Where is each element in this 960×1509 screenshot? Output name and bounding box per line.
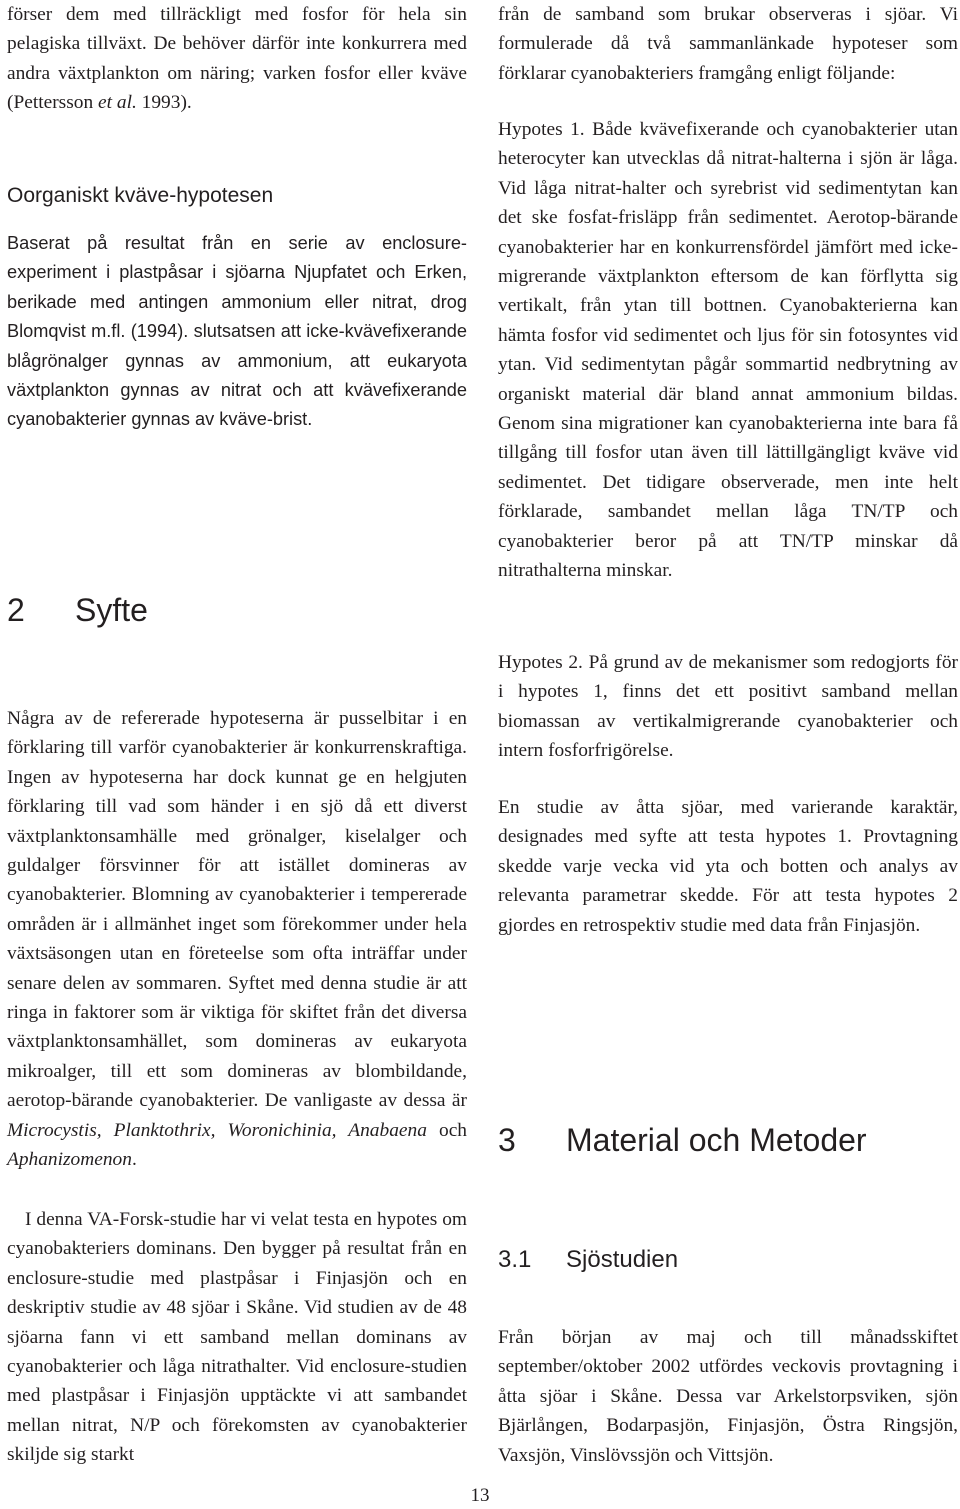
paragraph-sjostudien: Från början av maj och till månadsskiftet september/oktober 2002 utfördes veckovis provtagning i åtta sjöar i Skåne. Dessa var Arkelstorpsviken, sjön Bjärlången, Bodarpasjön, Finjasjön, Östra Ringsjön, Vaxsjön, Vinslövssjön och Vittsjön.: [498, 1327, 958, 1466]
subsection-number: 3.1: [498, 1246, 532, 1273]
paragraph-text-end: .: [131, 1149, 137, 1171]
hypothesis-2-label: Hypotes 2.: [498, 652, 583, 673]
paragraph-text: Några av de refererade hypoteserna är pusselbitar i en förklaring till varför cyanobakterier är konkurrenskraftiga. Ingen av hypoteserna har dock kunnat ge en helgjuten förklaring till vad som händer i en sjö då ett diverst växtplanktonsamhälle med grönalger, kiselalger och guldalger försvinner för att istället domineras av cyanobakterier. Blomning av cyanobakterier i tempererade områden är i allmänhet inget som förekommer under hela växtsäsongen utan en företeelse som ofta inträffar under senare delen av sommaren. Syftet med denna studie är att ringa in faktorer som är viktiga för skiftet från det diversa växtplanktonsamhället, som domineras av eukaryota mikroalger, till ett som domineras av blombildande, aerotop-bärande cyanobakterier. De vanligaste av dessa är: [7, 708, 467, 1112]
subsection-heading-organic-nitrogen: Oorganiskt kväve-hypotesen: [7, 184, 274, 207]
subsection-heading-sjostudien: [498, 1244, 958, 1276]
page-number: 13: [470, 1485, 490, 1506]
paragraph-text-mid: och: [426, 1119, 467, 1141]
italic-genus: Aphanizomenon: [7, 1149, 132, 1171]
paragraph-text-end: 1993).: [136, 92, 192, 114]
section-number: 3: [498, 1122, 516, 1158]
section-title: Material och Metoder: [566, 1122, 867, 1158]
section-title: Syfte: [75, 592, 148, 628]
hypothesis-1-label: Hypotes 1.: [498, 119, 585, 140]
italic-genera: Microcystis, Planktothrix, Woronichinia, Anabaena: [7, 1119, 427, 1141]
paragraph-syfte: [7, 704, 467, 1175]
paragraph-text: förser dem med tillräckligt med fosfor för hela sin pelagiska tillväxt. De behöver därför inte konkurrera med andra växtplankton om näring; varken fosfor eller kväve (Pettersson: [7, 4, 467, 114]
paragraph-va-forsk: I denna VA-Forsk-studie har vi velat testa en hypotes om cyanobakteriers dominans. Den bygger på resultat från en enclosure-studie med plastpåsar i Finjasjön och en deskriptiv studie av 48 sjöar i Skåne. Vid studien av de 48 sjöarna fann vi ett samband mellan dominans av cyanobakterier och låga nitrathalter. Vid enclosure-studien med plastpåsar i Finjasjön upptäckte vi att sambandet mellan nitrat, N/P och förekomsten av cyanobakterier skiljde sig starkt: [7, 1209, 467, 1466]
paragraph-organic-nitrogen: Baserat på resultat från en serie av enclosure-experiment i plastpåsar i sjöarna Njupfatet och Erken, berikade med antingen ammonium eller nitrat, drog Blomqvist m.fl. (1994). slutsatsen att icke-kvävefixerande blågrönalger gynnas av ammonium, att eukaryota växtplankton gynnas av nitrat och att kvävefixerande cyanobakterier gynnas av kväve-brist.: [7, 233, 467, 430]
hypothesis-1-text: Både kvävefixerande och cyanobakterier utan heterocyter kan utvecklas då nitrat-halterna i sjön är låga. Vid låga nitrat-halter och syrebrist vid sedimentytan kan det ske fosfat-frisläpp från sedimentet. Aerotop-bärande cyanobakterier har en konkurrensfördel jämfört med icke-migrerande växtplankton eftersom de kan förflytta sig vertikalt, från ytan till bottnen. Cyanobakterierna kan hämta fosfor vid sedimentet och ljus för sin fotosyntes vid ytan. Vid sedimentytan pågår sommartid nedbrytning av organiskt material där bland annat ammonium bildas. Genom sina migrationer kan cyanobakterierna inte bara få tillgång till fosfor utan även till lättillgängligt kväve vid sedimentet. Det tidigare observerade, men inte helt förklarade, sambandet mellan låga TN/TP och cyanobakterier beror på att TN/TP minskar då nitrathalterna minskar.: [498, 119, 958, 582]
paragraph-continuation: från de samband som brukar observeras i sjöar. Vi formulerade då två sammanlänkade hypoteser som förklarar cyanobakteriers framgång enligt följande:: [498, 4, 958, 84]
paragraph-hypothesis-1: [498, 115, 958, 586]
hypothesis-2-text: På grund av de mekanismer som redogjorts för i hypotes 1, finns det ett positivt samband mellan biomassan av vertikalmigrerande cyanobakterier och intern fosforfrigörelse.: [498, 652, 958, 762]
paragraph-hypothesis-2: [498, 648, 958, 766]
section-heading-material-metoder: [498, 1120, 958, 1160]
section-number: 2: [7, 592, 25, 628]
section-heading-syfte: [7, 590, 467, 630]
paragraph-intro-continuation: [7, 0, 467, 118]
paragraph-study-design: En studie av åtta sjöar, med varierande karaktär, designades med syfte att testa hypotes 1. Provtagning skedde varje vecka vid yta och botten och analys av relevanta parametrar skedde. För att testa hypotes 2 gjordes en retrospektiv studie med data från Finjasjön.: [498, 797, 958, 936]
italic-citation: et al.: [98, 92, 137, 114]
subsection-title: Sjöstudien: [566, 1246, 679, 1273]
